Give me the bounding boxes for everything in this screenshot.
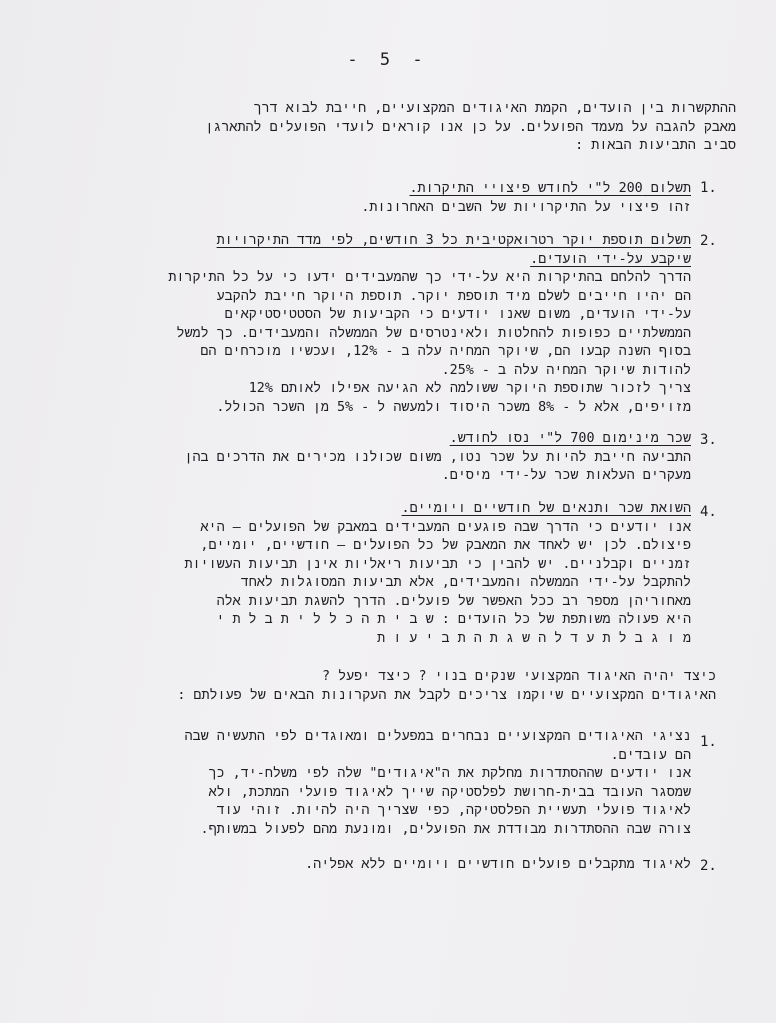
item-title: תשלום 200 ל"י לחודש פיצויי התיקרות. bbox=[409, 181, 691, 196]
text-line: מעקרים העלאות שכר על-ידי מיסים. bbox=[441, 468, 691, 483]
text-line: הם יהיו חייבים לשלם מיד תוספת יוקר. תוספת היוקר חייבת להקבע bbox=[216, 288, 691, 304]
text-line: הממשלתיים כפופות להחלטות ולאינטרסים של הממשלה והמעבידים. כך למשל bbox=[176, 325, 691, 341]
text-line: בסוף השנה קבעו הם, שיוקר המחיה עלה ב - 12%, ועכשיו מוכרחים הם bbox=[200, 344, 691, 359]
text-line: אנו יודעים שההסתדרות מחלקת את ה"איגודים" שלה לפי משלח-יד, כך bbox=[208, 766, 691, 781]
text-line: הם עובדים. bbox=[610, 747, 691, 763]
list-item bbox=[361, 180, 691, 217]
item-title: שיקבע על-ידי הועדים. bbox=[530, 251, 691, 267]
text-line: להודות שיוקר המחיה עלה ב - 25%. bbox=[441, 362, 691, 378]
item-title: שכר מינימום 700 ל"י נסו לחודש. bbox=[449, 431, 691, 446]
text-line: האיגודים המקצועיים שיוקמו צריכים לקבל את העקרונות הבאים של פעולתם : bbox=[177, 687, 716, 703]
text-line: התביעה חייבת להיות על שכר נטו, משום שכולנו מכירים את הדרכים בהן bbox=[184, 449, 691, 465]
text-line: זהו פיצוי על התיקרויות של השבים האחרונות. bbox=[361, 199, 691, 215]
text-line: שמסגר העובד בבית-חרושת לפלסטיקה שייך לאיגוד פועלי המתכת, ולא bbox=[208, 784, 691, 800]
section-intro bbox=[177, 668, 716, 705]
text-line: על-ידי הועדים, משום שאנו יודעים כי הקביעות של הסטטיסטיקאים bbox=[224, 307, 691, 322]
text-line: סביב התביעות הבאות : bbox=[575, 138, 736, 153]
item-number: 1. bbox=[700, 180, 717, 196]
list-item bbox=[184, 430, 691, 486]
text-line: צורה שבה ההסתדרות מבודדת את הפועלים, ומונעת מהם לפעול במשותף. bbox=[200, 821, 691, 837]
text-line: לאיגוד מתקבלים פועלים חודשיים ויומיים ללא אפליה. bbox=[305, 857, 691, 872]
text-line: ההתקשרות בין הועדים, הקמת האיגודים המקצועיים, חייבת לבוא דרך bbox=[253, 101, 736, 116]
text-line: מאחוריהן מספר רב ככל האפשר של פועלים. הדרך להשגת תביעות אלה bbox=[216, 593, 691, 609]
item-number: 4. bbox=[700, 504, 717, 520]
list-item bbox=[184, 500, 691, 648]
list-item bbox=[168, 232, 691, 417]
text-line: צריך לזכור שתוספת היוקר ששולמה לא הגיעה אפילו לאותם 12% bbox=[248, 381, 691, 396]
page-number: - 5 - bbox=[347, 50, 429, 70]
text-line: זמניים וקבלניים. יש להבין כי תביעות ריאליות אינן תביעות העשויות bbox=[184, 556, 691, 572]
item-number: 3. bbox=[700, 432, 717, 448]
text-line: מזויפים, אלא ל - 8% משכר היסוד ולמעשה ל - 5% מן השכר הכולל. bbox=[216, 399, 691, 415]
text-line: הדרך להלחם בהתיקרות היא על-ידי כך שהמעבידים ידעו כי על כל התיקרות bbox=[168, 270, 691, 285]
text-line: מ ו ג ב ל ת ע ד ל ה ש ג ת ה ת ב י ע ו ת bbox=[377, 630, 691, 646]
text-line: היא פעולה משותפת של כל הועדים : ש ב י ת ה כ ל ל י ת ב ל ת י bbox=[216, 612, 691, 627]
item-number: 2. bbox=[700, 858, 717, 874]
text-line: אנו יודעים כי הדרך שבה פוגעים המעבידים במאבק של הפועלים – היא bbox=[200, 519, 691, 535]
text-line: מאבק להגבה על מעמד הפועלים. על כן אנו קוראים לועדי הפועלים להתארגן bbox=[205, 119, 736, 135]
item-number: 2. bbox=[700, 233, 717, 249]
list-item bbox=[185, 728, 691, 839]
intro-paragraph bbox=[205, 100, 736, 156]
text-line: נציגי האיגודים המקצועיים נבחרים במפעלים ומאוגדים לפי התעשיה שבה bbox=[184, 729, 691, 744]
item-number: 1. bbox=[700, 734, 717, 750]
text-line: כיצד יהיה האיגוד המקצועי שנקים בנוי ? כיצד יפעל ? bbox=[321, 669, 716, 684]
item-title: השואת שכר ותנאים של חודשיים ויומיים. bbox=[401, 501, 691, 516]
text-line: פיצולם. לכן יש לאחד את המאבק של כל הפועלים – חודשיים, יומיים, bbox=[200, 538, 691, 553]
text-line: לאיגוד פועלי תעשיית הפלסטיקה, כפי שצריך היה להיות. זוהי עוד bbox=[216, 803, 691, 818]
item-title: תשלום תוספת יוקר רטרואקטיבית כל 3 חודשים, לפי מדד התיקרויות bbox=[216, 233, 691, 248]
list-item bbox=[305, 856, 691, 875]
text-line: להתקבל על-ידי הממשלה והמעבידים, אלא תביעות המסוגלות לאחד bbox=[240, 575, 691, 590]
